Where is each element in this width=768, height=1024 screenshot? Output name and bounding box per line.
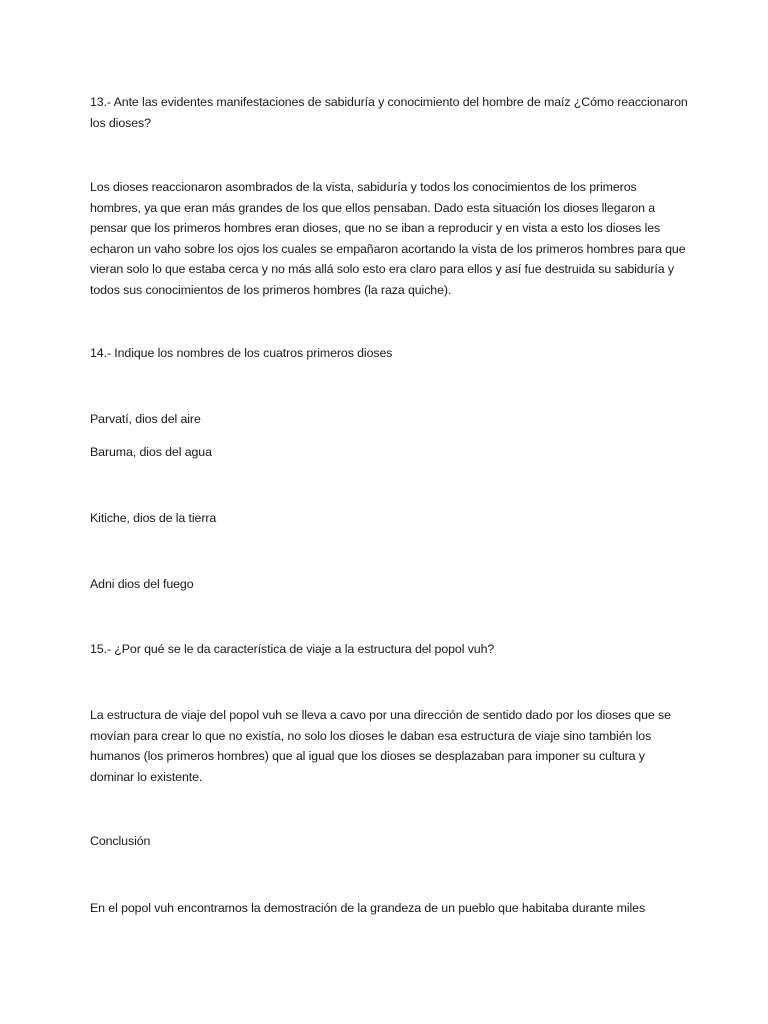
- god-item-2: Baruma, dios del agua: [90, 445, 212, 459]
- god-item-1: Parvatí, dios del aire: [90, 412, 201, 426]
- god-item-4: Adni dios del fuego: [90, 577, 194, 591]
- god-item-3: Kitiche, dios de la tierra: [90, 511, 217, 525]
- answer-13: Los dioses reaccionaron asombrados de la vista, sabiduría y todos los conocimientos de los primeros hombres, ya que eran más grandes de los que ellos pensaban. Dado esta situación los dioses llegaron a pensar que los primeros hombres eran dioses, que no se iban a reproducir y en vista a esto los dioses les echaron un vaho sobre los ojos los cuales se empañaron acortando la vista de los primeros hombres para que vieran solo lo que estaba cerca y no más allá solo esto era claro para ellos y así fue destruida su sabiduría y todos sus conocimientos de los primeros hombres (la raza quiche).: [90, 180, 686, 297]
- answer-15: La estructura de viaje del popol vuh se lleva a cavo por una dirección de sentido dado por los dioses que se movían para crear lo que no existía, no solo los dioses le daban esa estructura de viaje sino también los humanos (los primeros hombres) que al igual que los dioses se desplazaban para imponer su cultura y dominar lo existente.: [90, 708, 671, 784]
- conclusion-heading: Conclusión: [90, 834, 151, 848]
- conclusion-text: En el popol vuh encontramos la demostración de la grandeza de un pueblo que habitaba durante miles: [90, 901, 646, 915]
- question-15: 15.- ¿Por qué se le da característica de viaje a la estructura del popol vuh?: [90, 642, 495, 656]
- question-14: 14.- Indique los nombres de los cuatros primeros dioses: [90, 346, 393, 360]
- question-13: 13.- Ante las evidentes manifestaciones de sabiduría y conocimiento del hombre de maíz ¿Cómo reaccionaron los dioses?: [90, 95, 688, 130]
